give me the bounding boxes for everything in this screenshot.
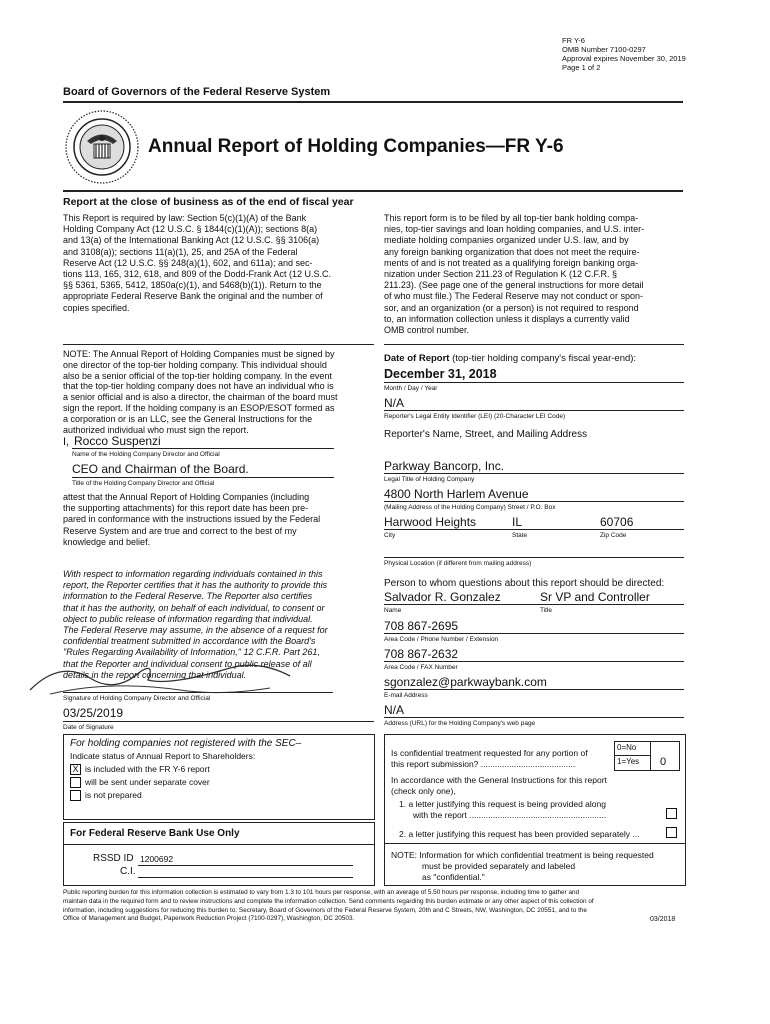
city-caption: City xyxy=(384,532,396,539)
street-field[interactable]: 4800 North Harlem Avenue xyxy=(384,487,529,501)
no-option-label: 0=No xyxy=(617,743,637,752)
signature-caption: Signature of Holding Company Director and Official xyxy=(63,695,211,702)
company-name-caption: Legal Title of Holding Company xyxy=(384,476,475,483)
federal-reserve-seal-icon xyxy=(63,108,141,186)
signer-name-field[interactable]: Rocco Suspenzi xyxy=(74,434,161,448)
confidential-note: NOTE: Information for which confidential treatment is being requested xyxy=(391,850,654,860)
form-revision-date: 03/2018 xyxy=(650,916,676,923)
phone-field[interactable]: 708 867-2695 xyxy=(384,619,459,633)
signer-prefix: I, xyxy=(63,436,70,448)
frb-use-title: For Federal Reserve Bank Use Only xyxy=(70,828,240,839)
page-number: Page 1 of 2 xyxy=(562,63,601,72)
consent-text: With respect to information regarding individuals contained in this report, the Reporter certifies that it has the authority to provide this information to the Federal Reserve. The Reporter also certifies that it has the authority, on behalf of each individual, to consent or object to public release of information regarding that individual. The Federal Reserve may assume, in the absence of a request for confidential treatment submitted in accordance with the Board's "Rules Regarding Availability of Information," 12 C.F.R. Part 261, that the Reporter and individual consent to public release of all details in the report concerning that individual. xyxy=(63,569,328,680)
fax-field[interactable]: 708 867-2632 xyxy=(384,647,459,661)
not-registered-title: For holding companies not registered with the SEC– xyxy=(70,738,302,749)
form-id: FR Y-6 xyxy=(562,36,585,45)
contact-heading: Person to whom questions about this report should be directed: xyxy=(384,578,665,589)
section-title: Report at the close of business as of the end of fiscal year xyxy=(63,196,354,208)
confidential-instructions: In accordance with the General Instructions for this report xyxy=(391,775,607,785)
status-not-prepared-checkbox[interactable] xyxy=(70,790,81,801)
omb-number: OMB Number 7100-0297 xyxy=(562,45,646,54)
confidential-note-3: as "confidential." xyxy=(422,872,485,882)
fax-caption: Area Code / FAX Number xyxy=(384,664,458,671)
not-registered-subtitle: Indicate status of Annual Report to Shareholders: xyxy=(70,751,256,761)
option-2-checkbox[interactable] xyxy=(666,827,677,838)
burden-statement: Public reporting burden for this information collection is estimated to vary from 1.3 to 101 hours per response, with an average of 5.50 hours per response, including time to gather and maintain data in the required form and to review instructions and complete the information collection. Send comments regarding this burden estimate or any other aspect of this collection of information, including suggestions for reducing this burden to: Secretary, Board of Governors of the Federal Reserve System, 20th and C Streets, NW, Washington, DC 20551, and to the Office of Management and Budget, Paperwork Reduction Project (7100-0297), Washington, DC 20503. xyxy=(63,889,594,923)
url-caption: Address (URL) for the Holding Company's web page xyxy=(384,720,536,727)
contact-title-field[interactable]: Sr VP and Controller xyxy=(540,590,650,604)
signer-title-caption: Title of the Holding Company Director and Official xyxy=(72,480,215,487)
lei-caption: Reporter's Legal Entity Identifier (LEI) (20-Character LEI Code) xyxy=(384,413,566,420)
form-title: Annual Report of Holding Companies—FR Y-6 xyxy=(148,136,564,157)
signer-name-caption: Name of the Holding Company Director and Official xyxy=(72,451,220,458)
filer-description-text: This report form is to be filed by all top-tier bank holding compa- nies, top-tier savings and loan holding companies, and U.S. inter- mediate holding companies organized under U.S. law, and by any foreign banking organization that does not meet the require- ments of and is not treated as a qualifying foreign banking orga- nization under Section 211.23 of Regulation K (12 C.F.R. § 211.23). (See page one of the general instructions for more detail of who must file.) The Federal Reserve may not conduct or spon- sor, and an organization (or a person) is not required to respond to, an information collection unless it displays a currently valid OMB control number. xyxy=(384,213,645,336)
form-meta xyxy=(562,36,686,72)
confidential-question-2: this report submission? ........................................ xyxy=(391,759,576,769)
status-not-prepared-label: is not prepared xyxy=(85,790,142,800)
attestation-text: attest that the Annual Report of Holding Companies (including the supporting attachments) for this report date has been pre- pared in conformance with the instructions issued by the Federal Reserve System and are true and correct to the best of my knowledge and belief. xyxy=(63,492,321,547)
board-name: Board of Governors of the Federal Reserve System xyxy=(63,86,331,98)
rssd-value[interactable]: 1200692 xyxy=(140,854,174,864)
report-date-caption: Month / Day / Year xyxy=(384,385,438,392)
physical-location-caption: Physical Location (if different from mailing address) xyxy=(384,560,532,567)
state-field[interactable]: IL xyxy=(512,515,523,529)
signature-date-caption: Date of Signature xyxy=(63,724,114,731)
lei-field[interactable]: N/A xyxy=(384,396,405,410)
option-2-text: 2. a letter justifying this request has been provided separately ... xyxy=(399,829,640,839)
option-1-text: 1. a letter justifying this request is being provided along xyxy=(399,799,606,809)
confidential-instructions-2: (check only one), xyxy=(391,786,456,796)
status-included-checkbox[interactable]: X xyxy=(70,764,81,775)
approval-expiry: Approval expires November 30, 2019 xyxy=(562,54,686,63)
status-included-label: is included with the FR Y-6 report xyxy=(85,764,210,774)
state-caption: State xyxy=(512,532,528,539)
legal-authority-text: This Report is required by law: Section 5(c)(1)(A) of the Bank Holding Company Act (12 U.S.C. § 1844(c)(1)(A)); sections 8(a) and 13(a) of the International Banking Act (12 U.S.C. §§ 3106(a) and 3108(a)); sections 11(a)(1), 25, and 25A of the Federal Reserve Act (12 U.S.C. §§ 248(a)(1), 602, and 611a); and sec- tions 113, 165, 312, 618, and 809 of the Dodd-Frank Act (12 U.S.C. §§ 5361, 5365, 5412, 1850a(c)(1), and 5468(b)(1)). Return to the appropriate Federal Reserve Bank the original and the number of copies specified. xyxy=(63,213,332,313)
phone-caption: Area Code / Phone Number / Extension xyxy=(384,636,499,643)
option-1-text-2: with the report .......................................................... xyxy=(413,810,607,820)
zip-caption: Zip Code xyxy=(600,532,627,539)
status-separate-label: will be sent under separate cover xyxy=(85,777,210,787)
zip-field[interactable]: 60706 xyxy=(600,515,634,529)
status-separate-checkbox[interactable] xyxy=(70,777,81,788)
signer-note: NOTE: The Annual Report of Holding Companies must be signed by one director of the top-tier holding company. This individual should also be a senior official of the top-tier holding company. In the event that the top-tier holding company does not have an individual who is a senior official and is also a director, the chairman of the board must sign the report. If the holding company is an ESOP/ESOT formed as a corporation or is an LLC, see the General Instructions for the authorized individual who must sign the report. xyxy=(63,349,338,435)
confidential-note-2: must be provided separately and labeled xyxy=(422,861,576,871)
ci-label: C.I. xyxy=(120,866,136,877)
option-1-checkbox[interactable] xyxy=(666,808,677,819)
contact-name-field[interactable]: Salvador R. Gonzalez xyxy=(384,590,501,604)
report-date-label: Date of Report (top-tier holding company's fiscal year-end): xyxy=(384,353,637,364)
address-heading: Reporter's Name, Street, and Mailing Address xyxy=(384,429,588,440)
url-field[interactable]: N/A xyxy=(384,703,405,717)
report-date-field[interactable]: December 31, 2018 xyxy=(384,367,497,381)
email-caption: E-mail Address xyxy=(384,692,428,699)
confidential-question: Is confidential treatment requested for any portion of xyxy=(391,748,588,758)
yes-option-label: 1=Yes xyxy=(617,757,640,766)
signature-date-field[interactable]: 03/25/2019 xyxy=(63,706,124,720)
signer-title-field[interactable]: CEO and Chairman of the Board. xyxy=(72,462,249,476)
street-caption: (Mailing Address of the Holding Company) Street / P.O. Box xyxy=(384,504,556,511)
city-field[interactable]: Harwood Heights xyxy=(384,515,477,529)
confidential-answer-field[interactable]: 0 xyxy=(660,756,667,768)
rssd-label: RSSD ID xyxy=(93,853,134,864)
company-name-field[interactable]: Parkway Bancorp, Inc. xyxy=(384,459,505,473)
contact-title-caption: Title xyxy=(540,607,553,614)
email-field[interactable]: sgonzalez@parkwaybank.com xyxy=(384,675,547,689)
contact-name-caption: Name xyxy=(384,607,402,614)
